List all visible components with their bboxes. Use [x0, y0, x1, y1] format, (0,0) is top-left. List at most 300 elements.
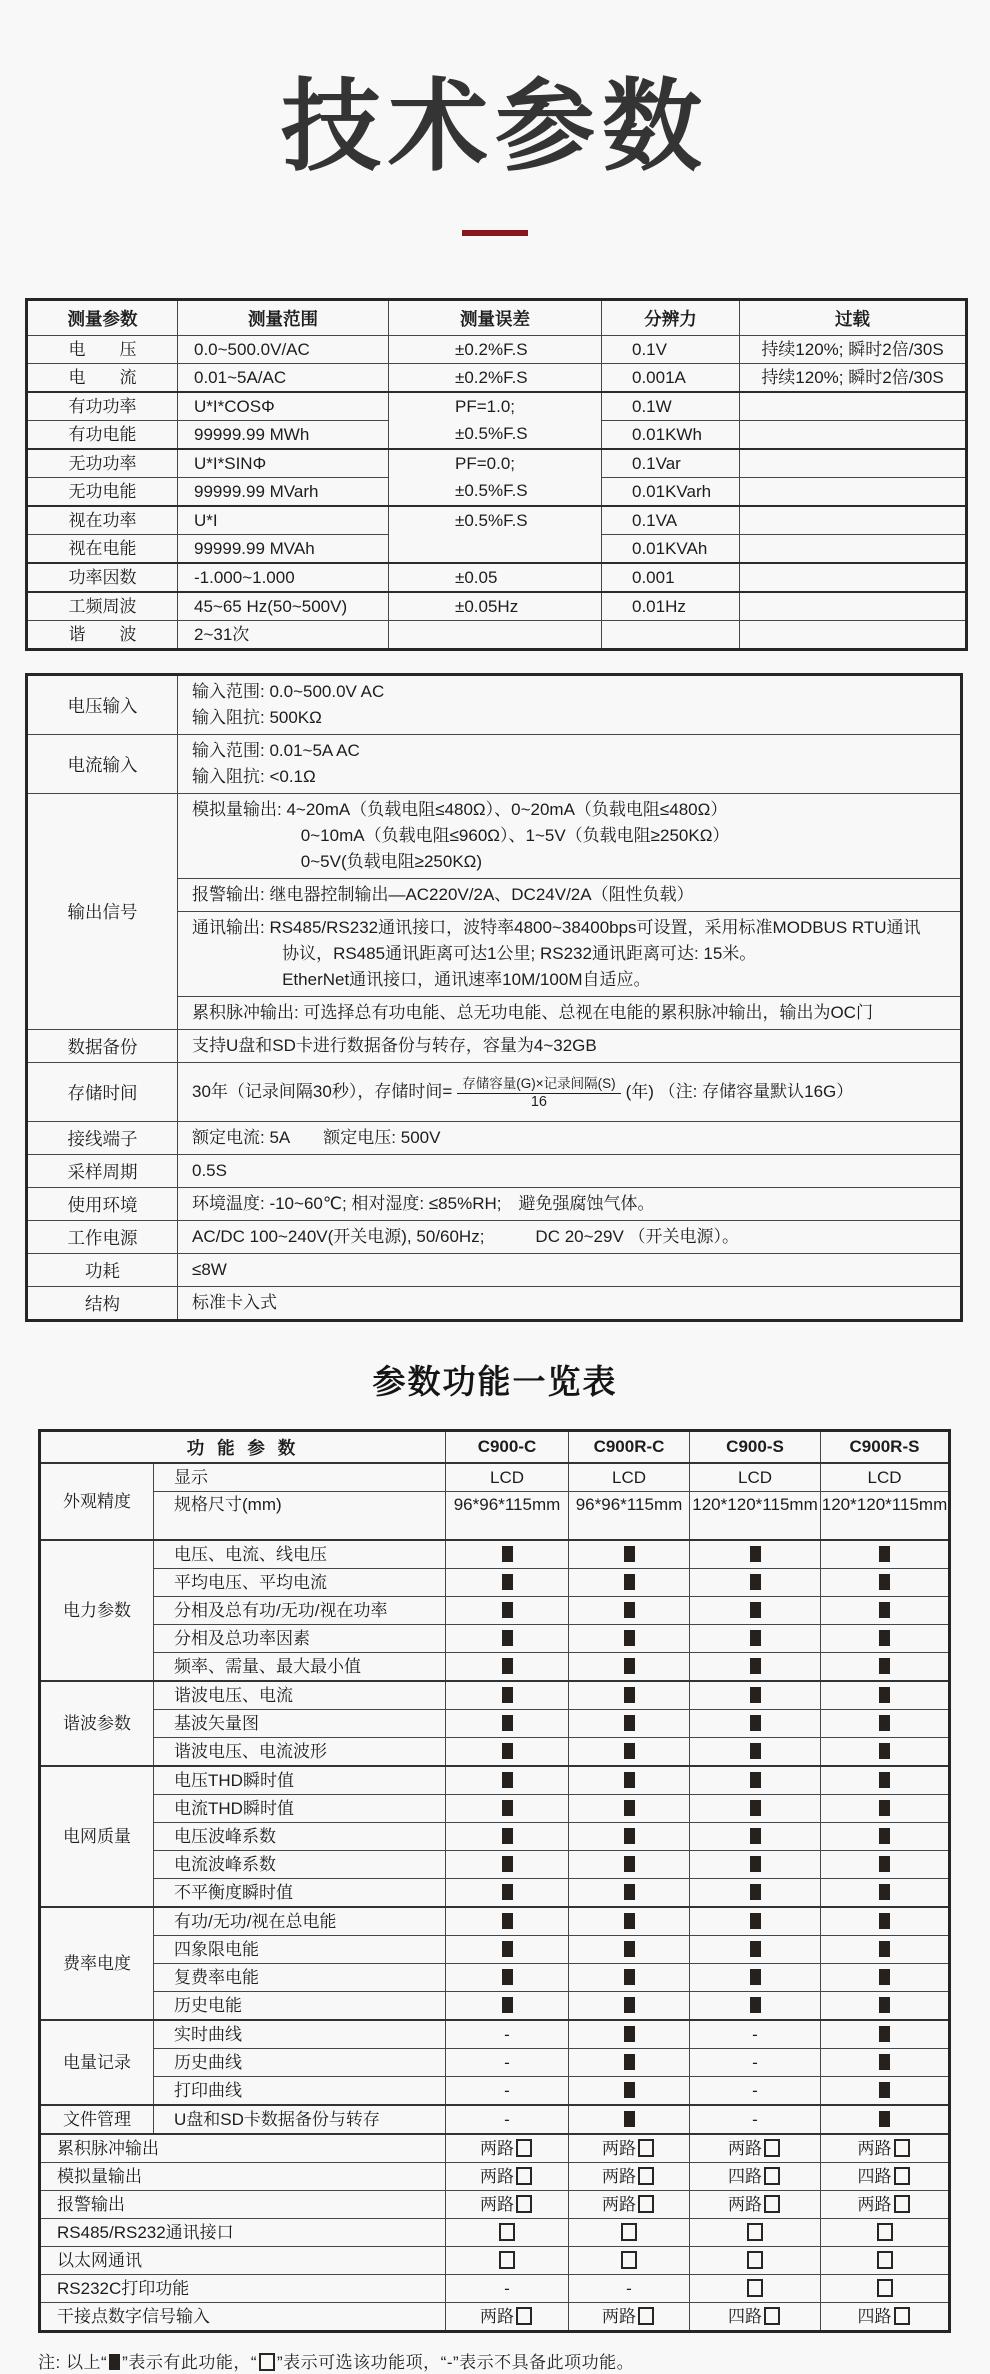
io-value-line: 输入范围: 0.01~5A AC [192, 741, 360, 760]
filled-square-icon [879, 2111, 890, 2127]
table-row [27, 392, 967, 421]
value-cell [446, 1907, 569, 1936]
param-cell: 视在电能 [27, 535, 178, 564]
open-square-icon [894, 2139, 910, 2157]
value-cell [446, 1681, 569, 1710]
group-cell: 谐波参数 [40, 1681, 154, 1766]
filled-square-icon [879, 1574, 890, 1590]
value-cell [569, 1795, 690, 1823]
value-cell [821, 1879, 950, 1908]
value-cell: 两路 [690, 2134, 821, 2163]
io-value-cell [178, 1122, 962, 1155]
value-cell [569, 1540, 690, 1569]
value-cell: 四路 [690, 2303, 821, 2332]
table-row [40, 2077, 950, 2106]
value-cell [446, 2247, 569, 2275]
filled-square-icon [879, 1546, 890, 1562]
filled-square-icon [624, 1772, 635, 1788]
filled-square-icon [502, 1602, 513, 1618]
value-cell [821, 1540, 950, 1569]
filled-square-icon [879, 1687, 890, 1703]
resolution-cell: 0.001A [602, 364, 740, 393]
table-row [40, 2134, 950, 2163]
feature-cell: 电压THD瞬时值 [154, 1766, 446, 1795]
open-square-icon [877, 2251, 893, 2269]
function-matrix-table [38, 1429, 951, 2333]
filled-square-icon [750, 1574, 761, 1590]
filled-square-icon [502, 1969, 513, 1985]
value-cell [690, 1710, 821, 1738]
table-row [27, 449, 967, 478]
table-row [27, 1254, 962, 1287]
table-row [40, 1625, 950, 1653]
feature-cell: 谐波电压、电流波形 [154, 1738, 446, 1767]
filled-square-icon [624, 2026, 635, 2042]
value-cell: - [446, 2275, 569, 2303]
filled-square-icon [750, 1658, 761, 1674]
table-row [40, 1823, 950, 1851]
col-header-function-param: 功 能 参 数 [40, 1431, 446, 1464]
filled-square-icon [624, 2082, 635, 2098]
value-cell: 两路 [446, 2191, 569, 2219]
error-cell [389, 364, 602, 393]
filled-square-icon [502, 1574, 513, 1590]
open-square-icon [259, 2353, 275, 2371]
value-cell [446, 1795, 569, 1823]
resolution-cell: 0.001 [602, 563, 740, 592]
value-cell [446, 1936, 569, 1964]
value-cell: 两路 [569, 2163, 690, 2191]
value-cell [690, 1540, 821, 1569]
filled-square-icon [624, 2111, 635, 2127]
table-row [27, 592, 967, 621]
error-line: ±0.2%F.S [455, 368, 528, 387]
io-spec-table [25, 673, 963, 1322]
table-row [40, 1964, 950, 1992]
value-cell: 96*96*115mm [446, 1492, 569, 1541]
param-cell: 功率因数 [27, 563, 178, 592]
fraction-numerator: 存储容量(G)×记录间隔(S) [457, 1075, 620, 1094]
value-cell [446, 1964, 569, 1992]
value-cell [821, 1823, 950, 1851]
value-cell [569, 2049, 690, 2077]
row-label-cell: 累积脉冲输出 [40, 2134, 446, 2163]
value-cell: - [690, 2105, 821, 2134]
error-line: ±0.5%F.S [455, 511, 528, 530]
table-row [40, 1681, 950, 1710]
filled-square-icon [502, 1687, 513, 1703]
table-row [40, 1653, 950, 1682]
page-title: 技术参数 [281, 71, 709, 183]
value-cell [821, 1625, 950, 1653]
feature-cell: 分相及总有功/无功/视在功率 [154, 1597, 446, 1625]
overload-cell [740, 478, 967, 507]
table-row [40, 1907, 950, 1936]
value-cell [569, 1992, 690, 2021]
table-row [40, 1766, 950, 1795]
filled-square-icon [879, 1715, 890, 1731]
value-cell [569, 2077, 690, 2106]
filled-square-icon [624, 1997, 635, 2013]
io-value-line: 输入阻抗: 500KΩ [192, 708, 322, 727]
open-square-icon [764, 2167, 780, 2185]
io-value-line: AC/DC 100~240V(开关电源), 50/60Hz; DC 20~29V （开关电源）。 [192, 1227, 740, 1246]
io-value-line: 报警输出: 继电器控制输出—AC220V/2A、DC24V/2A（阻性负载） [192, 885, 694, 904]
value-cell [821, 2049, 950, 2077]
value-cell [821, 1766, 950, 1795]
error-cell [389, 392, 602, 449]
table-row [40, 1879, 950, 1908]
table-row [27, 735, 962, 794]
filled-square-icon [750, 1997, 761, 2013]
io-value-cell: 30年（记录间隔30秒），存储时间= $\frac{\text{存储容量(G)×记录间隔(S)}}{16}$ (年) （注: 存储容量默认16G） [178, 1063, 962, 1122]
filled-square-icon [879, 1772, 890, 1788]
param-cell: 谐 波 [27, 621, 178, 650]
table-row [40, 2163, 950, 2191]
value-cell [690, 1851, 821, 1879]
value-cell [821, 1795, 950, 1823]
feature-cell: 打印曲线 [154, 2077, 446, 2106]
feature-cell: 谐波电压、电流 [154, 1681, 446, 1710]
value-cell [446, 1653, 569, 1682]
col-header-parameter: 测量参数 [27, 300, 178, 336]
table-row [40, 1795, 950, 1823]
resolution-cell: 0.01KVAh [602, 535, 740, 564]
filled-square-icon [879, 2082, 890, 2098]
value-cell [446, 1597, 569, 1625]
io-value-cell [178, 1287, 962, 1321]
io-value-line: EtherNet通讯接口，通讯速率10M/100M自适应。 [282, 970, 651, 989]
value-cell [569, 1851, 690, 1879]
filled-square-icon [624, 1574, 635, 1590]
feature-cell: 基波矢量图 [154, 1710, 446, 1738]
overload-cell: 持续120%; 瞬时2倍/30S [740, 336, 967, 364]
value-cell [690, 1823, 821, 1851]
value-cell [690, 1879, 821, 1908]
group-cell: 外观精度 [40, 1463, 154, 1540]
value-cell: LCD [446, 1463, 569, 1492]
filled-square-icon [879, 1941, 890, 1957]
overload-cell [740, 506, 967, 535]
filled-square-icon [109, 2354, 120, 2370]
feature-cell: 有功/无功/视在总电能 [154, 1907, 446, 1936]
table-row [40, 2247, 950, 2275]
group-cell: 电网质量 [40, 1766, 154, 1907]
value-cell [569, 1964, 690, 1992]
table-row [27, 1122, 962, 1155]
value-cell: 120*120*115mm [821, 1492, 950, 1541]
value-cell [690, 2275, 821, 2303]
value-cell: 120*120*115mm [690, 1492, 821, 1541]
table-row [40, 1710, 950, 1738]
io-label-cell: 接线端子 [27, 1122, 178, 1155]
filled-square-icon [750, 1743, 761, 1759]
value-cell: 两路 [446, 2134, 569, 2163]
open-square-icon [747, 2251, 763, 2269]
open-square-icon [747, 2223, 763, 2241]
value-cell [821, 1738, 950, 1767]
io-value-line: 累积脉冲输出: 可选择总有功电能、总无功电能、总视在电能的累积脉冲输出，输出为OC门 [192, 1003, 873, 1022]
range-cell: U*I*COSΦ [178, 392, 389, 421]
filled-square-icon [879, 1913, 890, 1929]
col-header-range: 测量范围 [178, 300, 389, 336]
feature-cell: 平均电压、平均电流 [154, 1569, 446, 1597]
value-cell: 两路 [821, 2191, 950, 2219]
feature-cell: 频率、需量、最大最小值 [154, 1653, 446, 1682]
value-cell [690, 1907, 821, 1936]
table-row [40, 2020, 950, 2049]
open-square-icon [621, 2251, 637, 2269]
value-cell [690, 1569, 821, 1597]
table-row [40, 1738, 950, 1767]
value-cell: - [690, 2077, 821, 2106]
row-label-cell: 干接点数字信号输入 [40, 2303, 446, 2332]
value-cell [821, 1597, 950, 1625]
error-line: ±0.5%F.S [455, 424, 528, 443]
value-cell [690, 1795, 821, 1823]
value-cell [821, 1710, 950, 1738]
error-line: ±0.05Hz [455, 597, 519, 616]
io-label-cell: 数据备份 [27, 1030, 178, 1063]
filled-square-icon [624, 1800, 635, 1816]
col-header-error: 测量误差 [389, 300, 602, 336]
feature-cell: 不平衡度瞬时值 [154, 1879, 446, 1908]
value-cell: LCD [569, 1463, 690, 1492]
row-label-cell: 模拟量输出 [40, 2163, 446, 2191]
value-cell [690, 1964, 821, 1992]
value-cell: 两路 [446, 2163, 569, 2191]
table-row [27, 1155, 962, 1188]
feature-cell: 分相及总功率因素 [154, 1625, 446, 1653]
col-header-resolution: 分辨力 [602, 300, 740, 336]
value-cell: - [690, 2049, 821, 2077]
value-cell: 四路 [821, 2163, 950, 2191]
error-cell [389, 506, 602, 563]
param-cell: 无功功率 [27, 449, 178, 478]
table-row [40, 1992, 950, 2021]
io-value-line: 输入阻抗: <0.1Ω [192, 767, 316, 786]
filled-square-icon [879, 1800, 890, 1816]
value-cell [446, 1879, 569, 1908]
feature-cell: 电流波峰系数 [154, 1851, 446, 1879]
filled-square-icon [624, 1828, 635, 1844]
value-cell [690, 1625, 821, 1653]
table-row [27, 675, 962, 735]
resolution-cell: 0.1W [602, 392, 740, 421]
value-cell [821, 2219, 950, 2247]
filled-square-icon [750, 1941, 761, 1957]
value-cell: LCD [821, 1463, 950, 1492]
value-cell [569, 1569, 690, 1597]
table-row [27, 563, 967, 592]
io-value-cell [178, 735, 962, 794]
value-cell: 两路 [446, 2303, 569, 2332]
value-cell: - [690, 2020, 821, 2049]
filled-square-icon [624, 1602, 635, 1618]
value-cell [821, 1907, 950, 1936]
filled-square-icon [750, 1856, 761, 1872]
overload-cell [740, 449, 967, 478]
overload-cell [740, 392, 967, 421]
range-cell: U*I*SINΦ [178, 449, 389, 478]
filled-square-icon [502, 1884, 513, 1900]
open-square-icon [747, 2279, 763, 2297]
filled-square-icon [624, 1658, 635, 1674]
value-cell: 两路 [821, 2134, 950, 2163]
value-cell: 四路 [821, 2303, 950, 2332]
filled-square-icon [750, 1546, 761, 1562]
value-cell [569, 2105, 690, 2134]
value-cell [446, 1851, 569, 1879]
value-cell [690, 2219, 821, 2247]
value-cell: 两路 [569, 2134, 690, 2163]
io-label-cell: 功耗 [27, 1254, 178, 1287]
io-table-body [27, 675, 962, 1321]
open-square-icon [516, 2307, 532, 2325]
value-cell [821, 1569, 950, 1597]
value-cell [446, 1992, 569, 2021]
io-label-cell: 电流输入 [27, 735, 178, 794]
value-cell [569, 2247, 690, 2275]
value-cell [690, 2247, 821, 2275]
filled-square-icon [624, 1884, 635, 1900]
group-cell: 电量记录 [40, 2020, 154, 2105]
resolution-cell [602, 621, 740, 650]
error-cell [389, 592, 602, 621]
value-cell [446, 1569, 569, 1597]
open-square-icon [638, 2167, 654, 2185]
value-cell [569, 1681, 690, 1710]
table-row [27, 621, 967, 650]
overload-cell [740, 535, 967, 564]
filled-square-icon [502, 1941, 513, 1957]
group-cell: 电力参数 [40, 1540, 154, 1681]
table-row [40, 1569, 950, 1597]
open-square-icon [894, 2195, 910, 2213]
filled-square-icon [624, 1969, 635, 1985]
range-cell: 99999.99 MWh [178, 421, 389, 450]
filled-square-icon [502, 1913, 513, 1929]
table-row [40, 2303, 950, 2332]
io-value-line: 支持U盘和SD卡进行数据备份与转存，容量为4~32GB [192, 1036, 597, 1055]
filled-square-icon [750, 1715, 761, 1731]
feature-cell: 电压波峰系数 [154, 1823, 446, 1851]
value-cell: 两路 [569, 2303, 690, 2332]
value-cell [446, 1738, 569, 1767]
value-cell [569, 1879, 690, 1908]
row-label-cell: RS485/RS232通讯接口 [40, 2219, 446, 2247]
open-square-icon [638, 2307, 654, 2325]
value-cell: 两路 [569, 2191, 690, 2219]
table-header-row [27, 300, 967, 336]
table-row [27, 336, 967, 364]
open-square-icon [499, 2223, 515, 2241]
value-cell: 两路 [690, 2191, 821, 2219]
io-value-line: 0~10mA（负载电阻≤960Ω）、1~5V（负载电阻≥250KΩ） [300, 826, 730, 845]
value-cell [446, 1625, 569, 1653]
open-square-icon [894, 2167, 910, 2185]
value-cell [821, 2247, 950, 2275]
value-cell [569, 1936, 690, 1964]
filled-square-icon [624, 1941, 635, 1957]
measurement-spec-table [25, 298, 968, 651]
io-value-cell [178, 1254, 962, 1287]
table-row [40, 1936, 950, 1964]
feature-cell: 电压、电流、线电压 [154, 1540, 446, 1569]
value-cell [569, 1823, 690, 1851]
table-row [40, 1597, 950, 1625]
table-row [27, 364, 967, 393]
filled-square-icon [624, 1856, 635, 1872]
io-value-cell [178, 912, 962, 997]
filled-square-icon [624, 2054, 635, 2070]
resolution-cell: 0.01Hz [602, 592, 740, 621]
resolution-cell: 0.01KVarh [602, 478, 740, 507]
filled-square-icon [624, 1687, 635, 1703]
value-cell [569, 1597, 690, 1625]
value-cell: 四路 [690, 2163, 821, 2191]
io-value-cell [178, 1221, 962, 1254]
io-value-line: ≤8W [192, 1260, 227, 1279]
open-square-icon [638, 2195, 654, 2213]
filled-square-icon [624, 1715, 635, 1731]
open-square-icon [877, 2223, 893, 2241]
filled-square-icon [624, 1913, 635, 1929]
storage-time-fraction [457, 1075, 620, 1111]
value-cell: 96*96*115mm [569, 1492, 690, 1541]
col-header-model-c900rs: C900R-S [821, 1431, 950, 1464]
legend-footnote: 注: 以上“ ”表示有此功能，“ ”表示可选该功能项，“-”表示不具备此项功能。 [38, 2353, 635, 2372]
filled-square-icon [750, 1800, 761, 1816]
overload-cell [740, 563, 967, 592]
overload-cell [740, 421, 967, 450]
range-cell: 0.0~500.0V/AC [178, 336, 389, 364]
feature-cell: 历史电能 [154, 1992, 446, 2021]
table-row [40, 1851, 950, 1879]
filled-square-icon [502, 1828, 513, 1844]
title-accent-divider [462, 230, 528, 236]
value-cell [446, 1766, 569, 1795]
group-cell: 费率电度 [40, 1907, 154, 2020]
filled-square-icon [750, 1969, 761, 1985]
filled-square-icon [750, 1630, 761, 1646]
col-header-overload: 过载 [740, 300, 967, 336]
function-table-body [40, 1463, 950, 2332]
filled-square-icon [502, 1772, 513, 1788]
filled-square-icon [750, 1772, 761, 1788]
filled-square-icon [750, 1913, 761, 1929]
error-cell [389, 336, 602, 364]
function-table-title: 参数功能一览表 [372, 1363, 618, 1400]
value-cell [821, 1681, 950, 1710]
filled-square-icon [502, 1743, 513, 1759]
filled-square-icon [879, 1969, 890, 1985]
value-cell [569, 1738, 690, 1767]
table-row [40, 1492, 950, 1541]
resolution-cell: 0.1VA [602, 506, 740, 535]
filled-square-icon [750, 1884, 761, 1900]
io-label-cell: 输出信号 [27, 794, 178, 1030]
error-line: ±0.5%F.S [455, 481, 528, 500]
value-cell [569, 1766, 690, 1795]
filled-square-icon [879, 1602, 890, 1618]
open-square-icon [516, 2195, 532, 2213]
filled-square-icon [879, 1828, 890, 1844]
table-row [27, 1221, 962, 1254]
measurement-table-body [27, 336, 967, 650]
value-cell: - [569, 2275, 690, 2303]
value-cell [446, 1823, 569, 1851]
